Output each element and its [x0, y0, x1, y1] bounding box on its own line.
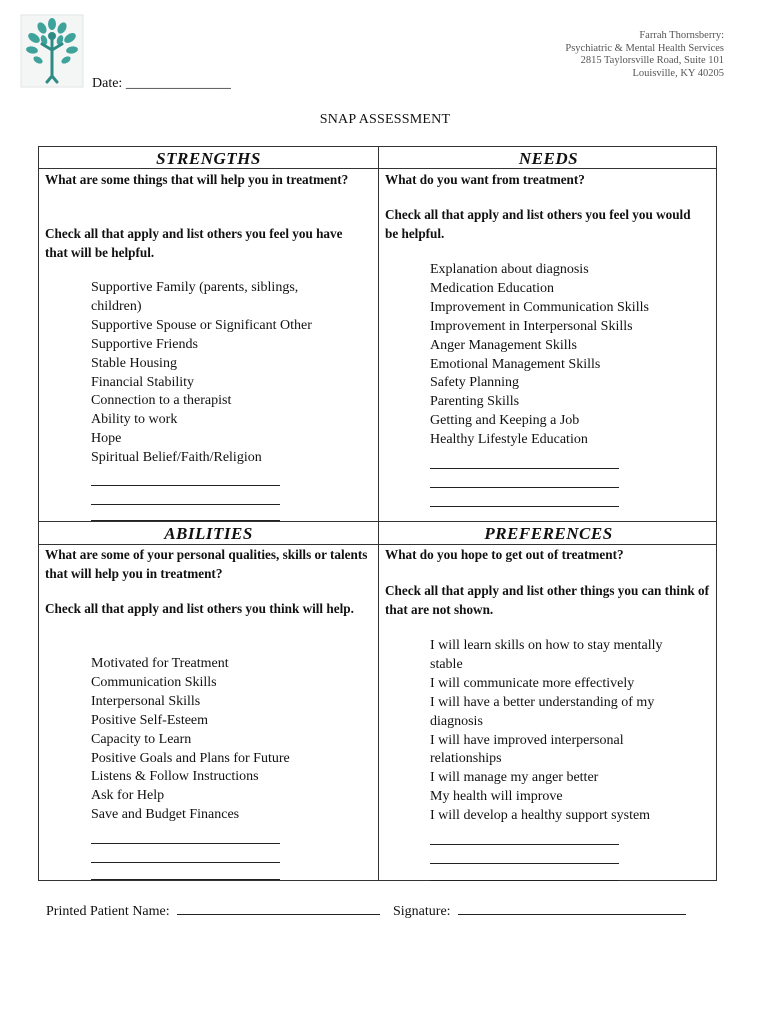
- list-item[interactable]: Hope: [91, 431, 122, 447]
- abilities-list: [91, 655, 371, 825]
- signature-field[interactable]: [458, 900, 686, 915]
- strengths-instructions: Check all that apply and list others you feel you have that will be helpful.: [45, 226, 343, 260]
- list-item[interactable]: Connection to a therapist: [91, 393, 232, 409]
- printed-name-field[interactable]: [177, 900, 380, 915]
- strengths-list: [91, 279, 371, 468]
- preferences-list: [430, 637, 715, 826]
- practice-logo: [20, 14, 84, 88]
- list-item[interactable]: Explanation about diagnosis: [430, 262, 589, 277]
- list-item: diagnosis: [430, 713, 483, 729]
- list-item[interactable]: Ask for Help: [91, 788, 165, 804]
- abilities-heading: ABILITIES: [164, 524, 253, 543]
- list-item[interactable]: Interpersonal Skills: [91, 693, 201, 709]
- assessment-grid: [38, 146, 717, 881]
- practice-specialty: Psychiatric & Mental Health Services: [565, 42, 724, 54]
- list-item[interactable]: Getting and Keeping a Job: [430, 413, 580, 429]
- practice-name: Farrah Thornsberry:: [639, 30, 724, 41]
- write-in-line[interactable]: [91, 879, 280, 880]
- needs-list: [430, 261, 715, 450]
- strengths-section: [39, 147, 378, 521]
- signature-row: [393, 900, 686, 920]
- list-item[interactable]: Financial Stability: [91, 374, 195, 390]
- list-item[interactable]: Stable Housing: [91, 355, 177, 371]
- list-item[interactable]: I will have a better understanding of my: [430, 694, 655, 710]
- list-item[interactable]: Safety Planning: [430, 375, 520, 391]
- list-item[interactable]: Motivated for Treatment: [91, 656, 229, 671]
- date-field[interactable]: Date: _______________: [92, 76, 231, 91]
- tree-person-logo-icon: [20, 14, 84, 88]
- write-in-line[interactable]: [430, 880, 619, 881]
- list-item: stable: [430, 656, 463, 672]
- practice-info: [565, 30, 724, 80]
- list-item[interactable]: Positive Self-Esteem: [91, 712, 209, 728]
- list-item[interactable]: Anger Management Skills: [430, 337, 577, 353]
- practice-city: Louisville, KY 40205: [632, 67, 724, 79]
- write-in-line[interactable]: [91, 485, 280, 486]
- list-item[interactable]: Communication Skills: [91, 674, 217, 690]
- preferences-instructions: Check all that apply and list other things you can think of that are not shown.: [385, 583, 710, 617]
- abilities-question: What are some of your personal qualities, skills or talents that will help you in treatment?: [45, 547, 368, 581]
- needs-heading: NEEDS: [518, 149, 579, 168]
- needs-question: What do you want from treatment?: [385, 172, 585, 187]
- list-item[interactable]: Improvement in Interpersonal Skills: [430, 318, 633, 334]
- write-in-line[interactable]: [91, 520, 280, 521]
- list-item[interactable]: My health will improve: [430, 789, 563, 805]
- list-item[interactable]: Spiritual Belief/Faith/Religion: [91, 450, 262, 466]
- write-in-line[interactable]: [91, 504, 280, 505]
- list-item[interactable]: Positive Goals and Plans for Future: [91, 750, 290, 766]
- list-item[interactable]: I will learn skills on how to stay mentally: [430, 638, 663, 653]
- list-item[interactable]: Save and Budget Finances: [91, 807, 240, 823]
- preferences-question: What do you hope to get out of treatment?: [385, 547, 624, 562]
- strengths-heading: STRENGTHS: [156, 149, 261, 168]
- list-item[interactable]: Capacity to Learn: [91, 731, 192, 747]
- list-item[interactable]: Listens & Follow Instructions: [91, 769, 259, 785]
- list-item[interactable]: I will develop a healthy support system: [430, 808, 651, 824]
- list-item[interactable]: I will manage my anger better: [430, 770, 599, 786]
- practice-address: 2815 Taylorsville Road, Suite 101: [580, 55, 724, 67]
- write-in-line[interactable]: [91, 862, 280, 863]
- abilities-section: [39, 522, 378, 881]
- preferences-heading: PREFERENCES: [484, 524, 613, 543]
- printed-name-row: [46, 900, 380, 920]
- write-in-line[interactable]: [430, 863, 619, 864]
- list-item[interactable]: Emotional Management Skills: [430, 356, 601, 372]
- list-item[interactable]: Improvement in Communication Skills: [430, 299, 649, 315]
- list-item[interactable]: Parenting Skills: [430, 394, 520, 410]
- list-item[interactable]: I will have improved interpersonal: [430, 732, 624, 748]
- list-item[interactable]: Healthy Lifestyle Education: [430, 432, 588, 448]
- list-item[interactable]: Medication Education: [430, 280, 555, 296]
- write-in-line[interactable]: [430, 844, 619, 845]
- page-title: SNAP ASSESSMENT: [319, 112, 451, 127]
- strengths-question: What are some things that will help you in treatment?: [45, 172, 349, 187]
- write-in-line[interactable]: [430, 506, 619, 507]
- write-in-line[interactable]: [430, 487, 619, 488]
- needs-instructions: Check all that apply and list others you feel you would be helpful.: [385, 207, 691, 241]
- write-in-line[interactable]: [91, 843, 280, 844]
- write-in-line[interactable]: [430, 468, 619, 469]
- printed-name-label: Printed Patient Name:: [46, 904, 170, 919]
- list-item: children): [91, 298, 142, 314]
- signature-label: Signature:: [393, 904, 451, 919]
- list-item[interactable]: Supportive Friends: [91, 336, 198, 352]
- preferences-section: [379, 522, 718, 881]
- needs-section: [379, 147, 718, 521]
- list-item[interactable]: Supportive Spouse or Significant Other: [91, 317, 312, 333]
- list-item: relationships: [430, 751, 502, 767]
- abilities-instructions: Check all that apply and list others you think will help.: [45, 601, 354, 616]
- list-item[interactable]: I will communicate more effectively: [430, 675, 635, 691]
- list-item[interactable]: Supportive Family (parents, siblings,: [91, 280, 299, 295]
- list-item[interactable]: Ability to work: [91, 412, 178, 428]
